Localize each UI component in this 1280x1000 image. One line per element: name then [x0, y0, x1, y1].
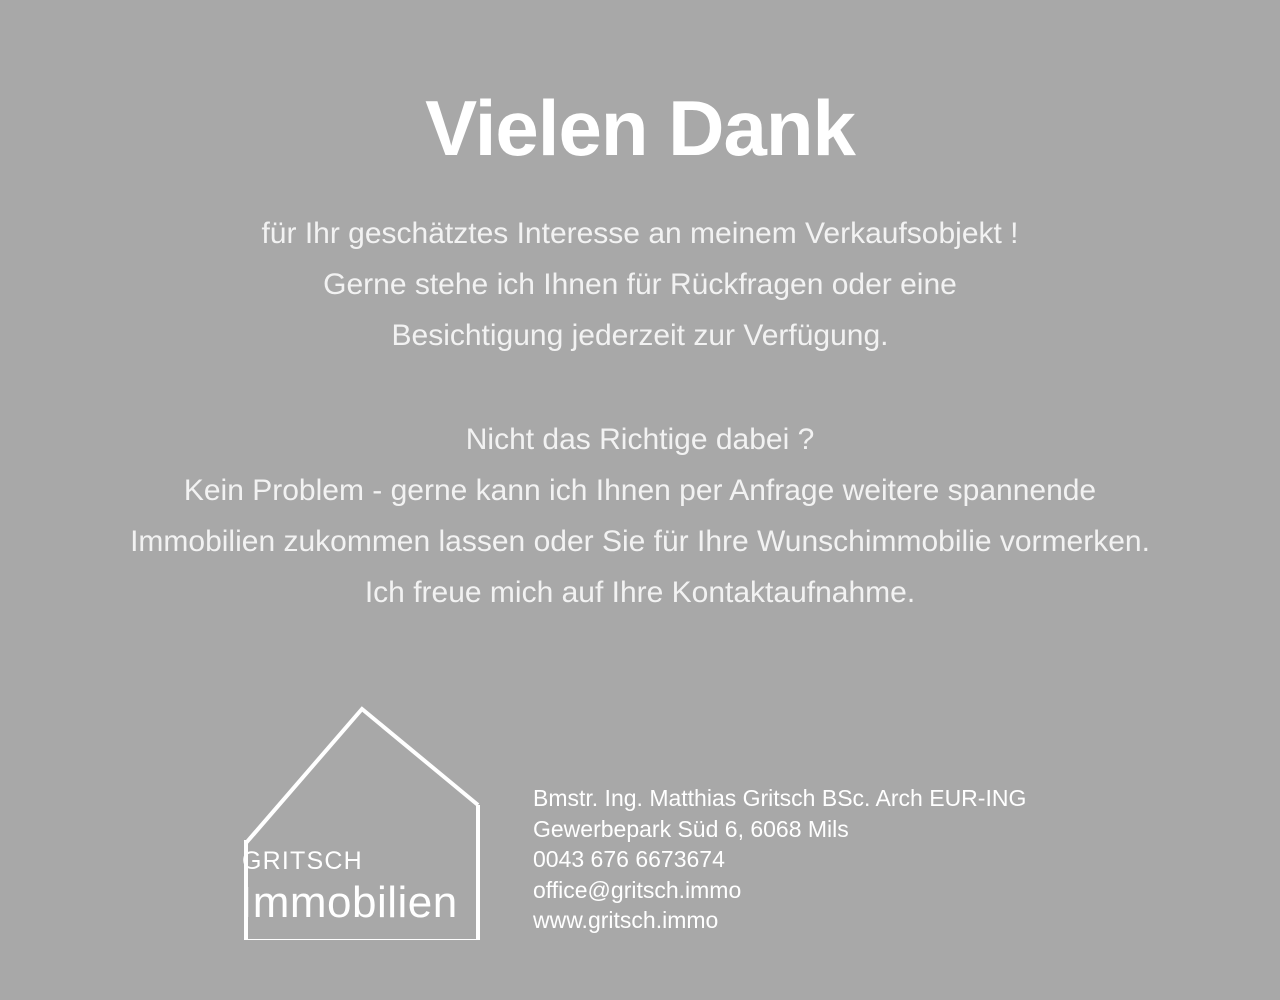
footer: [0, 690, 1280, 950]
page-title: Vielen Dank: [425, 84, 855, 172]
intro-line-1: für Ihr geschätztes Interesse an meinem Verkaufsobjekt !: [261, 216, 1019, 250]
offer-line-1: Nicht das Richtige dabei ?: [465, 422, 815, 456]
intro-paragraph: [0, 208, 1280, 361]
intro-line-3: Besichtigung jederzeit zur Verfügung.: [391, 318, 889, 352]
offer-line-2: Kein Problem - gerne kann ich Ihnen per Anfrage weitere spannende: [183, 473, 1097, 507]
offer-line-3: Immobilien zukommen lassen oder Sie für Ihre Wunschimmobilie vormerken.: [130, 524, 1150, 558]
contact-details: [533, 783, 1026, 936]
offer-paragraph: [0, 414, 1280, 618]
intro-line-2: Gerne stehe ich Ihnen für Rückfragen oder eine: [323, 267, 957, 301]
contact-phone[interactable]: 0043 676 6673674: [533, 846, 725, 872]
logo-name-top: GRITSCH: [242, 847, 363, 875]
contact-email[interactable]: office@gritsch.immo: [533, 876, 742, 903]
contact-address: Gewerbepark Süd 6, 6068 Mils: [533, 815, 849, 842]
offer-line-4: Ich freue mich auf Ihre Kontaktaufnahme.: [364, 575, 916, 609]
logo-name-bottom: Immobilien: [240, 878, 458, 927]
company-logo: [238, 695, 488, 940]
contact-name: Bmstr. Ing. Matthias Gritsch BSc. Arch EUR-ING: [533, 785, 1027, 811]
contact-website[interactable]: www.gritsch.immo: [533, 907, 719, 933]
